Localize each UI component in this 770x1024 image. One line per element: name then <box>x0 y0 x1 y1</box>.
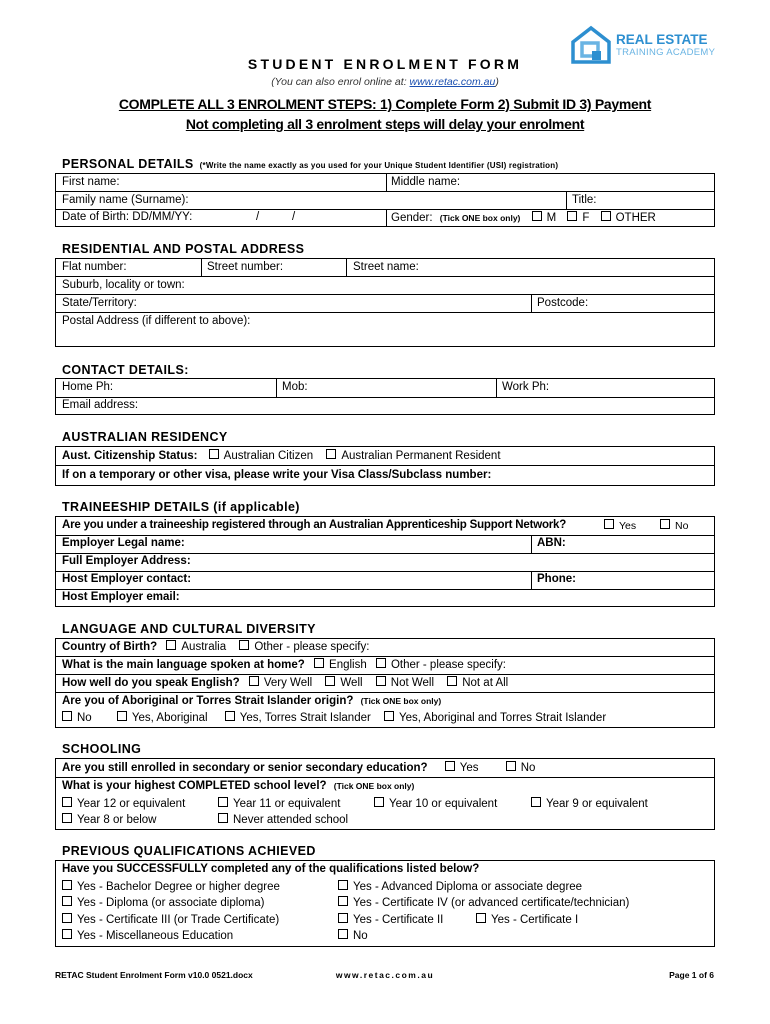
never-attended-checkbox[interactable] <box>218 813 228 823</box>
logo-text-top: REAL ESTATE <box>616 32 708 47</box>
visa-field[interactable]: If on a temporary or other visa, please write your Visa Class/Subclass number: <box>62 469 492 481</box>
logo-text-bottom: TRAINING ACADEMY <box>616 47 716 58</box>
aboriginal-no-label: No <box>77 712 92 724</box>
misc-option[interactable] <box>62 929 233 942</box>
bachelor-option[interactable] <box>62 880 280 893</box>
traineeship-heading: TRAINEESHIP DETAILS (if applicable) <box>62 500 300 514</box>
diploma-label: Yes - Diploma (or associate diploma) <box>77 897 265 909</box>
residential-box <box>55 258 715 347</box>
traineeship-no-option[interactable] <box>660 519 688 532</box>
enrolled-row <box>62 761 535 774</box>
aboriginal-question <box>62 695 441 707</box>
personal-heading-text: PERSONAL DETAILS <box>62 157 194 171</box>
schooling-heading: SCHOOLING <box>62 742 142 756</box>
traineeship-box <box>55 516 715 607</box>
english-ability-row <box>62 676 508 689</box>
street-name-field[interactable]: Street name: <box>353 261 419 273</box>
very-well-checkbox[interactable] <box>249 676 259 686</box>
flat-number-field[interactable]: Flat number: <box>62 261 127 273</box>
citizenship-label: Aust. Citizenship Status: <box>62 450 198 462</box>
enrolled-no-checkbox[interactable] <box>506 761 516 771</box>
traineeship-no-checkbox[interactable] <box>660 519 670 529</box>
other-language-label: Other - please specify: <box>390 659 507 671</box>
adv-diploma-option[interactable] <box>338 880 582 893</box>
gender-m-checkbox[interactable] <box>532 211 542 221</box>
gender-text: Gender: <box>391 212 433 224</box>
english-checkbox[interactable] <box>314 658 324 668</box>
not-at-all-checkbox[interactable] <box>447 676 457 686</box>
steps-line-2: Not completing all 3 enrolment steps will delay your enrolment <box>185 116 585 132</box>
host-contact-field[interactable]: Host Employer contact: <box>62 573 192 585</box>
family-name-field[interactable]: Family name (Surname): <box>62 194 189 206</box>
personal-note: (*Write the name exactly as you used for your Unique Student Identifier (USI) registration) <box>199 161 559 170</box>
cert3-checkbox[interactable] <box>62 913 72 923</box>
gender-note: (Tick ONE box only) <box>439 213 521 223</box>
postal-address-field[interactable]: Postal Address (if different to above): <box>62 315 251 327</box>
both-yes-label: Yes, Aboriginal and Torres Strait Islander <box>399 712 607 724</box>
y10-label: Year 10 or equivalent <box>389 798 498 810</box>
y9-label: Year 9 or equivalent <box>546 798 648 810</box>
adv-diploma-checkbox[interactable] <box>338 880 348 890</box>
first-name-field[interactable]: First name: <box>62 176 120 188</box>
subtitle-suffix: ) <box>495 76 499 88</box>
personal-heading <box>62 157 558 171</box>
dob-slash-2: / <box>292 211 296 223</box>
adv-diploma-label: Yes - Advanced Diploma or associate degree <box>353 881 583 893</box>
y9-option[interactable] <box>531 797 648 810</box>
bachelor-label: Yes - Bachelor Degree or higher degree <box>77 881 280 893</box>
tsi-yes-checkbox[interactable] <box>225 711 235 721</box>
email-field[interactable]: Email address: <box>62 399 139 411</box>
very-well-label: Very Well <box>263 677 313 689</box>
y8-option[interactable] <box>62 813 157 826</box>
enrolled-label: Are you still enrolled in secondary or senior secondary education? <box>62 762 428 774</box>
cert1-option[interactable] <box>476 913 578 926</box>
aboriginal-options <box>62 711 606 724</box>
state-field[interactable]: State/Territory: <box>62 297 137 309</box>
qualifications-box <box>55 860 715 947</box>
dob-slash-1: / <box>256 211 260 223</box>
y11-checkbox[interactable] <box>218 797 228 807</box>
employer-name-field[interactable]: Employer Legal name: <box>62 537 185 549</box>
traineeship-yes-label: Yes <box>619 520 637 532</box>
qualifications-question: Have you SUCCESSFULLY completed any of the qualifications listed below? <box>62 863 480 875</box>
enrolled-yes-checkbox[interactable] <box>445 761 455 771</box>
cert4-option[interactable] <box>338 896 629 909</box>
retac-link[interactable]: www.retac.com.au <box>409 76 496 88</box>
cert1-label: Yes - Certificate I <box>491 914 579 926</box>
abn-field[interactable]: ABN: <box>537 537 566 549</box>
country-row <box>62 640 369 653</box>
traineeship-question: Are you under a traineeship registered through an Australian Apprenticeship Support Network? <box>62 519 567 531</box>
residency-box <box>55 446 715 486</box>
cert1-checkbox[interactable] <box>476 913 486 923</box>
dob-field[interactable]: Date of Birth: DD/MM/YY: <box>62 211 193 223</box>
qualifications-heading: PREVIOUS QUALIFICATIONS ACHIEVED <box>62 844 316 858</box>
gender-other-label: OTHER <box>615 212 656 224</box>
footer-page-number: Page 1 of 6 <box>669 970 714 980</box>
y8-checkbox[interactable] <box>62 813 72 823</box>
y10-checkbox[interactable] <box>374 797 384 807</box>
traineeship-no-label: No <box>675 520 689 532</box>
both-yes-checkbox[interactable] <box>384 711 394 721</box>
qual-no-label: No <box>353 930 368 942</box>
gender-m-label: M <box>546 212 557 224</box>
cert3-option[interactable] <box>62 913 279 926</box>
y11-label: Year 11 or equivalent <box>233 798 341 810</box>
form-title: STUDENT ENROLMENT FORM <box>247 56 523 72</box>
traineeship-yes-checkbox[interactable] <box>604 519 614 529</box>
diploma-option[interactable] <box>62 896 265 909</box>
home-phone-field[interactable]: Home Ph: <box>62 381 114 393</box>
highest-level-label: What is your highest COMPLETED school level? <box>62 780 327 792</box>
mobile-field[interactable]: Mob: <box>282 381 308 393</box>
permanent-checkbox[interactable] <box>326 449 336 459</box>
never-attended-label: Never attended school <box>233 814 349 826</box>
language-box <box>55 638 715 728</box>
subtitle-prefix: (You can also enrol online at: <box>271 76 410 88</box>
work-phone-field[interactable]: Work Ph: <box>502 381 550 393</box>
residency-heading: AUSTRALIAN RESIDENCY <box>62 430 228 444</box>
y11-option[interactable] <box>218 797 340 810</box>
steps-line-1: COMPLETE ALL 3 ENROLMENT STEPS: 1) Complete Form 2) Submit ID 3) Payment <box>118 96 652 112</box>
well-label: Well <box>340 677 363 689</box>
english-ability-label: How well do you speak English? <box>62 677 240 689</box>
citizen-checkbox[interactable] <box>209 449 219 459</box>
suburb-field[interactable]: Suburb, locality or town: <box>62 279 185 291</box>
personal-box <box>55 173 715 227</box>
residential-heading: RESIDENTIAL AND POSTAL ADDRESS <box>62 242 305 256</box>
contact-heading: CONTACT DETAILS: <box>62 363 189 377</box>
aboriginal-no-checkbox[interactable] <box>62 711 72 721</box>
permanent-label: Australian Permanent Resident <box>341 450 501 462</box>
postcode-field[interactable]: Postcode: <box>537 297 589 309</box>
country-label: Country of Birth? <box>62 641 158 653</box>
aboriginal-yes-label: Yes, Aboriginal <box>131 712 208 724</box>
never-attended-option[interactable] <box>218 813 348 826</box>
y12-label: Year 12 or equivalent <box>77 798 186 810</box>
gender-f-checkbox[interactable] <box>567 211 577 221</box>
middle-name-field[interactable]: Middle name: <box>391 176 461 188</box>
gender-other-checkbox[interactable] <box>601 211 611 221</box>
diploma-checkbox[interactable] <box>62 896 72 906</box>
australia-checkbox[interactable] <box>166 640 176 650</box>
traineeship-yes-option[interactable] <box>604 519 636 532</box>
title-field[interactable]: Title: <box>572 194 597 206</box>
cert3-label: Yes - Certificate III (or Trade Certificate) <box>77 914 280 926</box>
y8-label: Year 8 or below <box>77 814 157 826</box>
language-row <box>62 658 506 671</box>
gender-f-label: F <box>582 212 590 224</box>
aboriginal-yes-checkbox[interactable] <box>117 711 127 721</box>
language-heading: LANGUAGE AND CULTURAL DIVERSITY <box>62 622 316 636</box>
schooling-box <box>55 758 715 830</box>
aboriginal-label: Are you of Aboriginal or Torres Strait Islander origin? <box>62 695 354 707</box>
main-language-label: What is the main language spoken at home? <box>62 659 305 671</box>
footer-website: www.retac.com.au <box>335 970 435 980</box>
tsi-yes-label: Yes, Torres Strait Islander <box>239 712 371 724</box>
not-well-checkbox[interactable] <box>376 676 386 686</box>
other-country-label: Other - please specify: <box>254 641 370 653</box>
street-number-field[interactable]: Street number: <box>207 261 284 273</box>
well-checkbox[interactable] <box>325 676 335 686</box>
english-label: English <box>329 659 367 671</box>
employer-address-field[interactable]: Full Employer Address: <box>62 555 191 567</box>
other-country-checkbox[interactable] <box>239 640 249 650</box>
y9-checkbox[interactable] <box>531 797 541 807</box>
cert4-label: Yes - Certificate IV (or advanced certificate/technician) <box>353 897 630 909</box>
y12-checkbox[interactable] <box>62 797 72 807</box>
cert2-option[interactable] <box>338 913 443 926</box>
y10-option[interactable] <box>374 797 497 810</box>
form-subtitle <box>0 76 770 88</box>
contact-box <box>55 378 715 415</box>
enrolled-yes-label: Yes <box>459 762 479 774</box>
qual-no-option[interactable] <box>338 929 368 942</box>
gender-label <box>391 211 656 224</box>
citizen-label: Australian Citizen <box>223 450 314 462</box>
bachelor-checkbox[interactable] <box>62 880 72 890</box>
misc-checkbox[interactable] <box>62 929 72 939</box>
misc-label: Yes - Miscellaneous Education <box>77 930 234 942</box>
footer-filename: RETAC Student Enrolment Form v10.0 0521.docx <box>55 970 253 980</box>
citizenship-row <box>62 449 501 462</box>
other-language-checkbox[interactable] <box>376 658 386 668</box>
cert4-checkbox[interactable] <box>338 896 348 906</box>
qual-no-checkbox[interactable] <box>338 929 348 939</box>
cert2-checkbox[interactable] <box>338 913 348 923</box>
australia-label: Australia <box>181 641 227 653</box>
host-email-field[interactable]: Host Employer email: <box>62 591 180 603</box>
enrolled-no-label: No <box>520 762 536 774</box>
host-phone-field[interactable]: Phone: <box>537 573 576 585</box>
highest-level-note: (Tick ONE box only) <box>333 781 415 791</box>
cert2-label: Yes - Certificate II <box>353 914 444 926</box>
highest-level-question <box>62 780 414 792</box>
y12-option[interactable] <box>62 797 185 810</box>
aboriginal-note: (Tick ONE box only) <box>360 696 442 706</box>
not-well-label: Not Well <box>390 677 435 689</box>
not-at-all-label: Not at All <box>462 677 509 689</box>
